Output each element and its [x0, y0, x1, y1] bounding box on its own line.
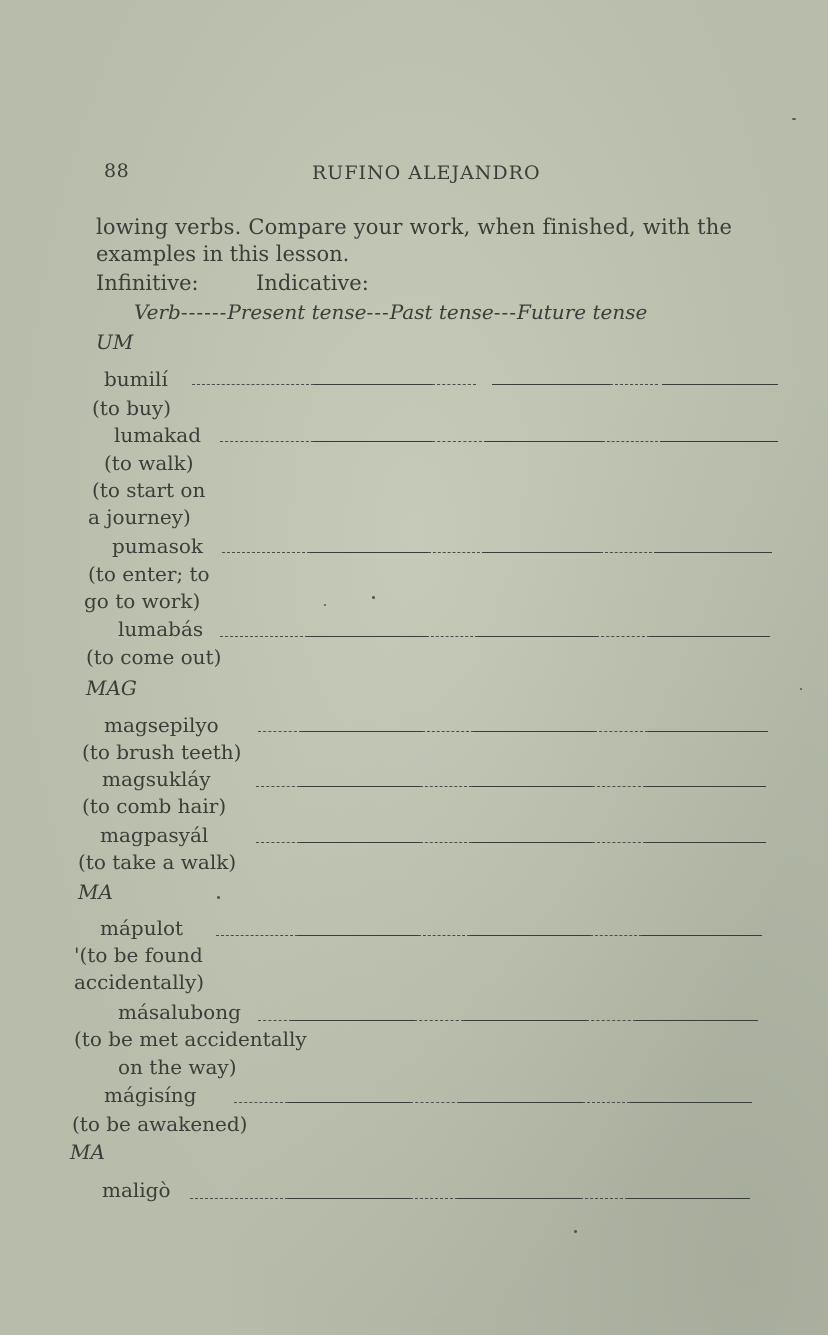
blank-dash: [600, 552, 652, 553]
past-tense-blank[interactable]: [470, 935, 590, 936]
indicative-label: Indicative:: [256, 271, 369, 295]
blank-dash: [256, 842, 300, 843]
page-number: 88: [104, 160, 130, 182]
group-label-mag: MAG: [86, 676, 137, 700]
verb-bumili: bumilí: [104, 367, 168, 391]
column-heading-past: Past tense: [389, 300, 494, 324]
blank-dash: [580, 1198, 628, 1199]
future-tense-blank[interactable]: [660, 441, 778, 442]
blank-dash: [258, 731, 302, 732]
blank-dash: [610, 384, 658, 385]
past-tense-blank[interactable]: [482, 552, 600, 553]
present-tense-blank[interactable]: [288, 1198, 410, 1199]
future-tense-blank[interactable]: [642, 935, 762, 936]
past-tense-blank[interactable]: [478, 636, 596, 637]
running-head: RUFINO ALEJANDRO: [312, 162, 541, 184]
verb-magpasyal: magpasyál: [100, 823, 209, 847]
blank-dash: [426, 636, 478, 637]
answer-blanks: [256, 786, 766, 790]
blank-dash: [586, 1020, 636, 1021]
future-tense-blank[interactable]: [650, 636, 770, 637]
answer-blanks: [258, 1020, 758, 1024]
blank-dash: [582, 1102, 630, 1103]
future-tense-blank[interactable]: [636, 1020, 758, 1021]
answer-blanks: [220, 441, 778, 445]
paper-speck: [792, 118, 796, 120]
gloss-lumabas: (to come out): [86, 645, 222, 669]
blank-dash: [410, 1198, 458, 1199]
answer-blanks: [222, 552, 772, 556]
blank-dash: [220, 636, 308, 637]
blank-dash: [422, 731, 474, 732]
future-tense-blank[interactable]: [628, 1198, 750, 1199]
group-label-um: UM: [96, 330, 134, 354]
answer-blanks: [256, 842, 766, 846]
future-tense-blank[interactable]: [662, 384, 778, 385]
blank-dash: [410, 1102, 460, 1103]
page-header: [104, 160, 754, 188]
blank-dash: [592, 786, 646, 787]
paper-speck: [574, 1230, 577, 1233]
present-tense-blank[interactable]: [300, 786, 420, 787]
blank-dash: [220, 441, 314, 442]
paper-speck: [800, 688, 802, 690]
blank-dash: [256, 786, 300, 787]
blank-dash: [596, 636, 650, 637]
paper-speck: [217, 896, 220, 899]
answer-blanks: [220, 636, 770, 640]
gloss-mapulot-1: '(to be found: [74, 943, 203, 967]
present-tense-blank[interactable]: [314, 384, 432, 385]
present-tense-blank[interactable]: [298, 935, 418, 936]
blank-dash: [432, 384, 476, 385]
answer-blanks: [190, 1198, 750, 1202]
present-tense-blank[interactable]: [288, 1102, 410, 1103]
past-tense-blank[interactable]: [460, 1102, 582, 1103]
group-label-ma-2: MA: [70, 1140, 105, 1164]
past-tense-blank[interactable]: [484, 441, 602, 442]
blank-dash: [432, 441, 482, 442]
blank-dash: [592, 842, 646, 843]
verb-masalubong: másalubong: [118, 1000, 241, 1024]
present-tense-blank[interactable]: [300, 842, 420, 843]
present-tense-blank[interactable]: [310, 552, 428, 553]
blank-dash: [420, 786, 472, 787]
blank-dash: [234, 1102, 288, 1103]
answer-blanks: [216, 935, 762, 939]
verb-magsepilyo: magsepilyo: [104, 713, 219, 737]
blank-dash: [222, 552, 310, 553]
present-tense-blank[interactable]: [292, 1020, 414, 1021]
gloss-bumili: (to buy): [92, 396, 172, 420]
future-tense-blank[interactable]: [630, 1102, 752, 1103]
gloss-lumakad-1: (to walk): [104, 451, 194, 475]
present-tense-blank[interactable]: [302, 731, 422, 732]
gloss-lumakad-2: (to start on: [92, 478, 206, 502]
future-tense-blank[interactable]: [648, 731, 768, 732]
verb-magising: mágisíng: [104, 1083, 197, 1107]
answer-blanks: [234, 1102, 752, 1106]
group-label-ma: MA: [78, 880, 113, 904]
blank-dash: [594, 731, 648, 732]
gloss-magsuklay: (to comb hair): [82, 794, 227, 818]
gloss-magpasyal: (to take a walk): [78, 850, 237, 874]
column-heading-verb: Verb: [134, 300, 181, 324]
blank-dash: [190, 1198, 288, 1199]
gloss-pumasok-1: (to enter; to: [88, 562, 210, 586]
blank-dash: [192, 384, 314, 385]
gloss-magsepilyo: (to brush teeth): [82, 740, 242, 764]
infinitive-label: Infinitive:: [96, 271, 199, 295]
gloss-masalubong-1: (to be met accidentally: [74, 1027, 307, 1051]
verb-pumasok: pumasok: [112, 534, 203, 558]
answer-blanks: [258, 731, 768, 735]
blank-dash: [590, 935, 642, 936]
blank-dash: [216, 935, 298, 936]
blank-dash: [418, 935, 470, 936]
past-tense-blank[interactable]: [492, 384, 610, 385]
verb-lumabas: lumabás: [118, 617, 204, 641]
verb-mapulot: mápulot: [100, 916, 184, 940]
future-tense-blank[interactable]: [646, 842, 766, 843]
past-tense-blank[interactable]: [472, 786, 592, 787]
intro-line-1: lowing verbs. Compare your work, when finished, with the: [96, 215, 733, 239]
blank-dash: [414, 1020, 464, 1021]
answer-blanks: [192, 384, 778, 388]
blank-dash: [258, 1020, 292, 1021]
present-tense-blank[interactable]: [308, 636, 426, 637]
paper-speck: [324, 604, 326, 606]
column-headings: Verb------Present tense---Past tense---Future tense: [134, 300, 648, 324]
mood-labels: [96, 271, 369, 295]
verb-magsuklay: magsukláy: [102, 767, 211, 791]
past-tense-blank[interactable]: [464, 1020, 586, 1021]
future-tense-blank[interactable]: [646, 786, 766, 787]
future-tense-blank[interactable]: [654, 552, 772, 553]
past-tense-blank[interactable]: [458, 1198, 580, 1199]
verb-lumakad: lumakad: [114, 423, 202, 447]
blank-dash: [428, 552, 480, 553]
gloss-lumakad-3: a journey): [88, 505, 191, 529]
blank-dash: [602, 441, 658, 442]
present-tense-blank[interactable]: [314, 441, 432, 442]
verb-maligo: maligò: [102, 1178, 171, 1202]
column-heading-present: Present tense: [227, 300, 367, 324]
past-tense-blank[interactable]: [474, 731, 594, 732]
gloss-masalubong-2: on the way): [118, 1055, 237, 1079]
intro-line-2: examples in this lesson.: [96, 242, 350, 266]
blank-dash: [420, 842, 472, 843]
intro-text: [96, 214, 796, 268]
paper-speck: [372, 596, 375, 599]
gloss-pumasok-2: go to work): [84, 589, 201, 613]
column-heading-future: Future tense: [517, 300, 648, 324]
gloss-mapulot-2: accidentally): [74, 970, 205, 994]
gloss-magising: (to be awakened): [72, 1112, 248, 1136]
past-tense-blank[interactable]: [472, 842, 592, 843]
